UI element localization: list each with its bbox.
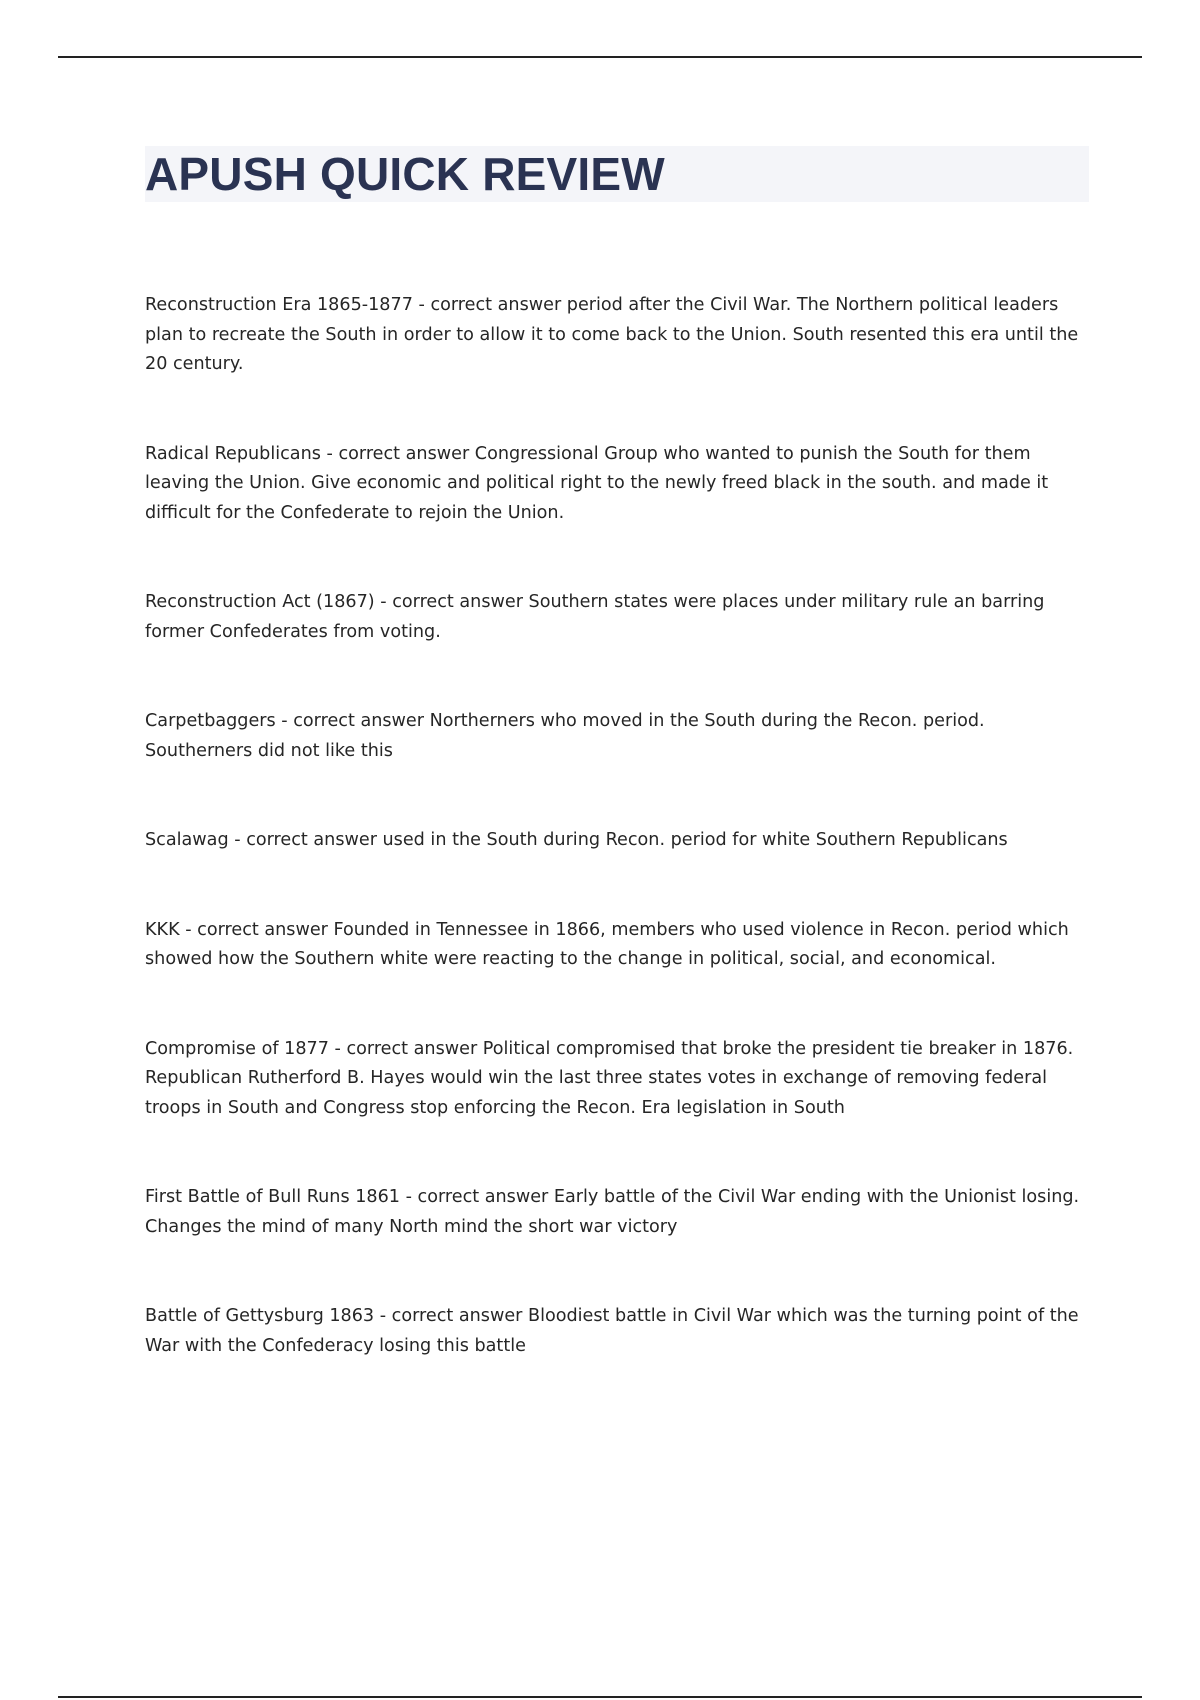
list-item [145, 588, 1095, 647]
entry-term: Compromise of 1877 [145, 1038, 329, 1059]
entry-definition: Southern states were places under military rule an barring former Confederates from voting. [145, 592, 1045, 642]
answer-label: - correct answer [329, 1039, 477, 1059]
entry-definition: Political compromised that broke the president tie breaker in 1876. Republican Rutherford B. Hayes would win the last three states votes in exchange of removing federal troops in South and Congress stop enforcing the Recon. Era legislation in South [145, 1038, 1074, 1118]
answer-label: - correct answer [374, 1306, 522, 1326]
entry-term: Reconstruction Act (1867) [145, 592, 375, 612]
list-item [145, 707, 1095, 766]
page-title: APUSH QUICK REVIEW [145, 148, 665, 200]
entry-term: KKK [145, 919, 180, 940]
answer-label: - correct answer [276, 711, 424, 731]
bottom-rule [58, 1696, 1142, 1698]
answer-label: - correct answer [180, 920, 328, 940]
entry-term: Carpetbaggers [145, 711, 276, 731]
list-item [145, 1183, 1095, 1242]
entry-list [145, 291, 1095, 1361]
entry-definition: used in the South during Recon. period for white Southern Republicans [382, 830, 1008, 850]
entry-term: First Battle of Bull Runs 1861 [145, 1187, 400, 1207]
answer-label: - correct answer [229, 830, 377, 850]
answer-label: - correct answer [413, 295, 561, 315]
entry-definition: Early battle of the Civil War ending with the Unionist losing. Changes the mind of many North mind the short war victory [145, 1187, 1080, 1237]
entry-definition: period after the Civil War. The Northern political leaders plan to recreate the South in order to allow it to come back to the Union. South resented this era until the 20 century. [145, 295, 1079, 374]
list-item [145, 1035, 1095, 1124]
entry-definition: Founded in Tennessee in 1866, members who used violence in Recon. period which showed how the Southern white were reacting to the change in political, social, and economical. [145, 919, 1069, 969]
list-item [145, 440, 1095, 529]
list-item [145, 826, 1095, 856]
list-item [145, 1302, 1095, 1361]
list-item [145, 916, 1095, 975]
entry-term: Reconstruction Era 1865-1877 [145, 295, 413, 315]
entry-definition: Congressional Group who wanted to punish the South for them leaving the Union. Give economic and political right to the newly freed black in the south. and made it difficult for the Confederate to rejoin the Union. [145, 443, 1049, 523]
answer-label: - correct answer [375, 592, 523, 612]
entry-term: Radical Republicans [145, 443, 321, 464]
list-item [145, 291, 1095, 380]
entry-term: Battle of Gettysburg 1863 [145, 1306, 375, 1326]
answer-label: - correct answer [321, 444, 469, 464]
answer-label: - correct answer [400, 1187, 548, 1207]
entry-term: Scalawag [145, 830, 229, 850]
entry-definition: Northerners who moved in the South during the Recon. period. Southerners did not like this [145, 711, 985, 761]
entry-definition: Bloodiest battle in Civil War which was the turning point of the War with the Confederacy losing this battle [145, 1306, 1079, 1356]
top-rule [58, 56, 1142, 58]
